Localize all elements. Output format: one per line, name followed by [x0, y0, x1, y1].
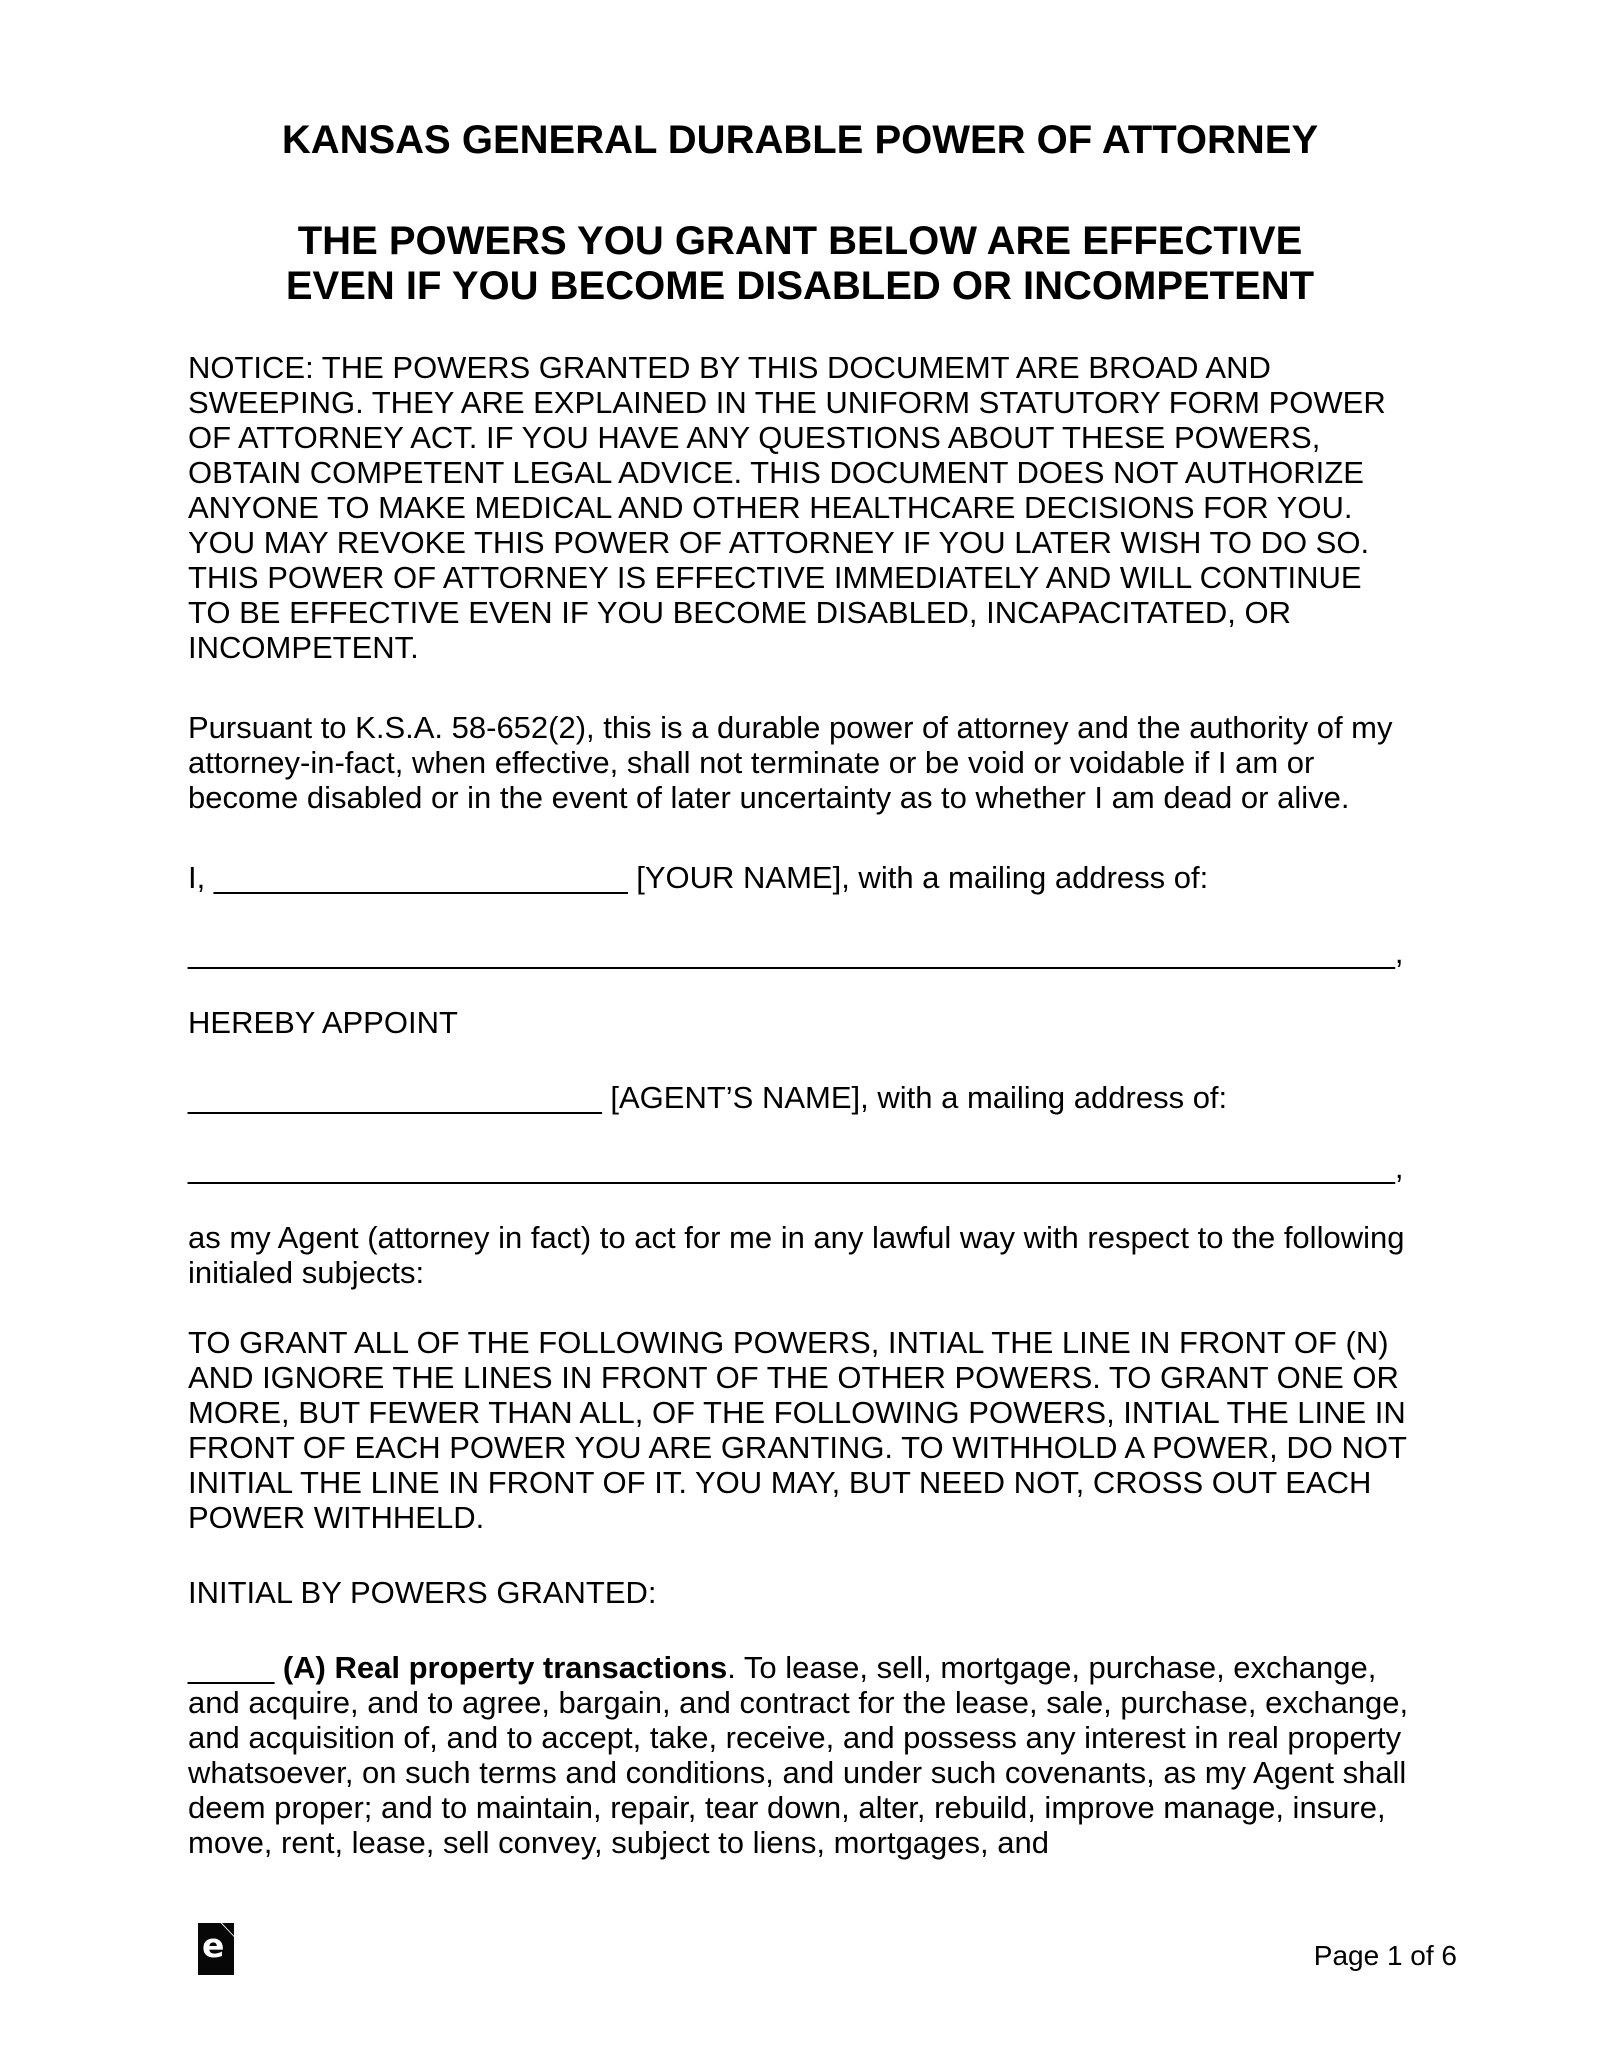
- power-a-paragraph: [188, 1650, 1412, 1860]
- document-title: KANSAS GENERAL DURABLE POWER OF ATTORNEY: [281, 118, 1319, 162]
- agent-name-suffix: [AGENT’S NAME], with a mailing address of:: [601, 1080, 1228, 1115]
- principal-name-suffix: [YOUR NAME], with a mailing address of:: [627, 860, 1209, 895]
- document-subtitle: [188, 219, 1412, 309]
- power-a-text: . To lease, sell, mortgage, purchase, exchange, and acquire, and to agree, bargain, and contract for the lease, sale, purchase, exchange, and acquisition of, and to accept, take, receive, and possess any interest in real property whatsoever, on such terms and conditions, and under such covenants, as my Agent shall deem proper; and to maintain, repair, tear down, alter, rebuild, improve manage, insure, move, rent, lease, sell convey, subject to liens, mortgages, and: [188, 1650, 1409, 1860]
- agent-address-blank-line: ______________________________________________________________________,: [188, 1150, 1404, 1185]
- hereby-appoint-heading: HEREBY APPOINT: [188, 1005, 458, 1040]
- agent-name-line: [188, 1080, 1412, 1115]
- principal-name-line: [188, 860, 1412, 895]
- power-a-label: (A) Real property transactions: [282, 1650, 728, 1685]
- power-a-initial-blank: _____: [188, 1650, 283, 1685]
- page-number: Page 1 of 6: [1313, 1940, 1457, 1971]
- subtitle-line-1: THE POWERS YOU GRANT BELOW ARE EFFECTIVE: [297, 219, 1303, 263]
- subtitle-line-2: EVEN IF YOU BECOME DISABLED OR INCOMPETENT: [285, 264, 1315, 308]
- agent-name-blank: ________________________: [188, 1080, 602, 1115]
- document-content: [188, 0, 1412, 1860]
- initial-powers-heading: INITIAL BY POWERS GRANTED:: [188, 1575, 657, 1610]
- eforms-logo: [198, 1923, 234, 1975]
- pursuant-paragraph: Pursuant to K.S.A. 58-652(2), this is a durable power of attorney and the authority of my attorney-in-fact, when effective, shall not terminate or be void or voidable if I am or become disabled or in the event of later uncertainty as to whether I am dead or alive.: [188, 710, 1393, 815]
- notice-paragraph: NOTICE: THE POWERS GRANTED BY THIS DOCUMEMT ARE BROAD AND SWEEPING. THEY ARE EXPLAINED IN THE UNIFORM STATUTORY FORM POWER OF ATTORNEY ACT. IF YOU HAVE ANY QUESTIONS ABOUT THESE POWERS, OBTAIN COMPETENT LEGAL ADVICE. THIS DOCUMENT DOES NOT AUTHORIZE ANYONE TO MAKE MEDICAL AND OTHER HEALTHCARE DECISIONS FOR YOU. YOU MAY REVOKE THIS POWER OF ATTORNEY IF YOU LATER WISH TO DO SO. THIS POWER OF ATTORNEY IS EFFECTIVE IMMEDIATELY AND WILL CONTINUE TO BE EFFECTIVE EVEN IF YOU BECOME DISABLED, INCAPACITATED, OR INCOMPETENT.: [188, 350, 1386, 665]
- principal-address-blank-line: ______________________________________________________________________,: [188, 935, 1404, 970]
- grant-instructions-paragraph: TO GRANT ALL OF THE FOLLOWING POWERS, INTIAL THE LINE IN FRONT OF (N) AND IGNORE THE LINES IN FRONT OF THE OTHER POWERS. TO GRANT ONE OR MORE, BUT FEWER THAN ALL, OF THE FOLLOWING POWERS, INTIAL THE LINE IN FRONT OF EACH POWER YOU ARE GRANTING. TO WITHHOLD A POWER, DO NOT INITIAL THE LINE IN FRONT OF IT. YOU MAY, BUT NEED NOT, CROSS OUT EACH POWER WITHHELD.: [188, 1325, 1407, 1535]
- eforms-logo-letter: e: [202, 1926, 225, 1965]
- principal-name-blank: ________________________: [213, 860, 628, 895]
- agent-capacity-paragraph: as my Agent (attorney in fact) to act for me in any lawful way with respect to the following initialed subjects:: [188, 1220, 1405, 1290]
- principal-name-prefix: I,: [188, 860, 214, 895]
